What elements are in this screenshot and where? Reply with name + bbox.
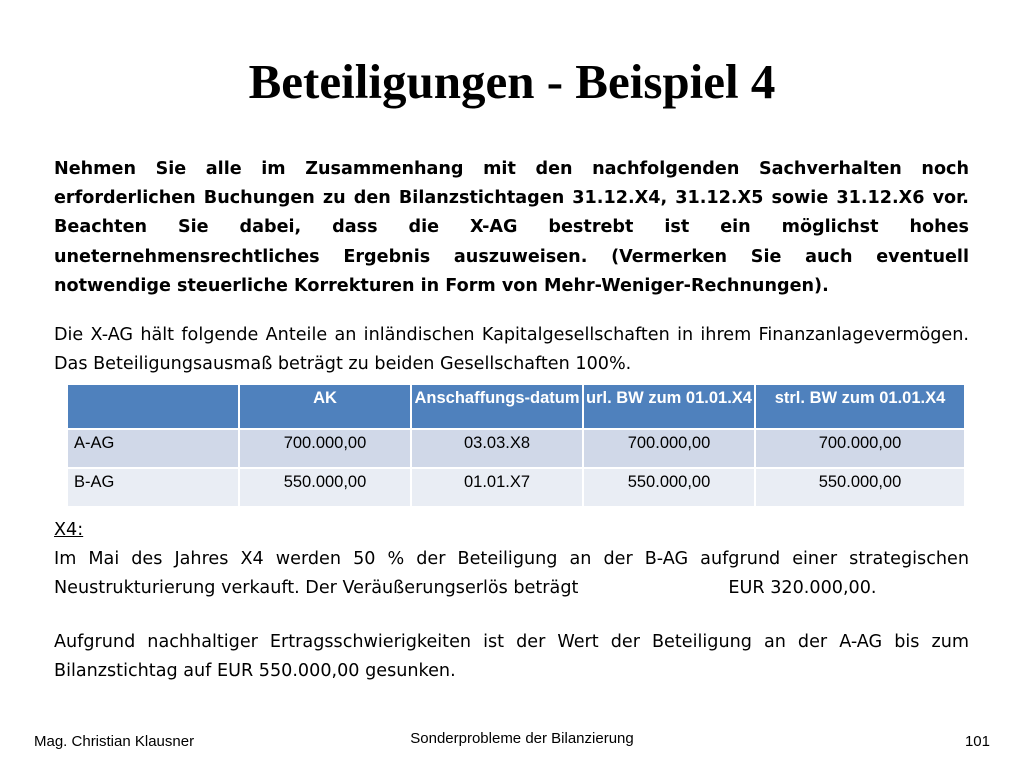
header-cell-ak: AK <box>239 384 411 429</box>
row-label: B-AG <box>67 468 239 507</box>
cell-ak: 700.000,00 <box>239 429 411 468</box>
holdings-description: Die X-AG hält folgende Anteile an inländischen Kapitalgesellschaften in ihrem Finanzanlagevermögen. Das Beteiligungsausmaß beträgt zu beiden Gesellschaften 100%. <box>54 325 969 375</box>
row-label: A-AG <box>67 429 239 468</box>
x4-text: Im Mai des Jahres X4 werden 50 % der Beteiligung an der B-AG aufgrund einer strategischen Neustrukturierung verkauft. Der Veräußerungserlös beträgt <box>54 549 969 599</box>
cell-acquisition-date: 01.01.X7 <box>411 468 583 507</box>
footer-page-number: 101 <box>964 733 990 750</box>
task-instructions: Nehmen Sie alle im Zusammenhang mit den nachfolgenden Sachverhalten noch erforderlichen Buchungen zu den Bilanzstichtagen 31.12.X4, 31.12.X5 sowie 31.12.X6 vor. Beachten Sie dabei, dass die X-AG bestrebt ist ein möglichst hohes uneternehmensrechtliches Ergebnis auszuweisen. (Vermerken Sie auch eventuell notwendige steuerliche Korrekturen in Form von Mehr-Weniger-Rechnungen). <box>54 159 969 296</box>
header-cell-tax-book-value: strl. BW zum 01.01.X4 <box>755 384 965 429</box>
table-row <box>67 468 965 507</box>
slide-title: Beteiligungen - Beispiel 4 <box>248 54 776 109</box>
x4-heading: X4: <box>54 520 84 540</box>
footer-author: Mag. Christian Klausner <box>34 733 195 750</box>
header-cell-empty <box>67 384 239 429</box>
footer-topic: Sonderprobleme der Bilanzierung <box>410 730 634 747</box>
cell-ak: 550.000,00 <box>239 468 411 507</box>
cell-acquisition-date: 03.03.X8 <box>411 429 583 468</box>
table-header-row <box>67 384 965 429</box>
cell-ugb-book-value: 550.000,00 <box>583 468 755 507</box>
table-row <box>67 429 965 468</box>
x4-section <box>54 516 969 604</box>
cell-tax-book-value: 700.000,00 <box>755 429 965 468</box>
cell-ugb-book-value: 700.000,00 <box>583 429 755 468</box>
holdings-table <box>66 383 966 508</box>
header-cell-acquisition-date: Anschaffungs-datum <box>411 384 583 429</box>
header-cell-ugb-book-value: url. BW zum 01.01.X4 <box>583 384 755 429</box>
impairment-text: Aufgrund nachhaltiger Ertragsschwierigkeiten ist der Wert der Beteiligung an der A-AG bis zum Bilanzstichtag auf EUR 550.000,00 gesunken. <box>54 632 969 682</box>
cell-tax-book-value: 550.000,00 <box>755 468 965 507</box>
x4-sale-amount: EUR 320.000,00. <box>728 578 877 599</box>
